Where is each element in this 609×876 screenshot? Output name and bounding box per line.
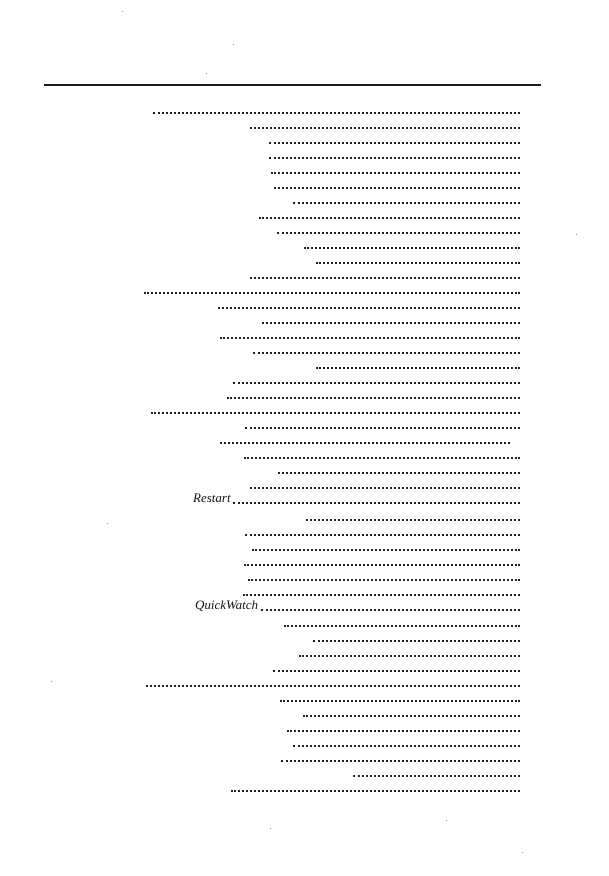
scan-speck: [576, 234, 577, 235]
toc-entry: [0, 163, 609, 177]
toc-entry: [0, 253, 609, 267]
toc-entry: [0, 510, 609, 524]
dot-leader: [280, 700, 520, 702]
dot-leader: [299, 655, 520, 657]
dot-leader: [293, 745, 520, 747]
toc-entry-label: Restart: [193, 490, 231, 505]
toc-entry: [0, 388, 609, 402]
toc-entry: [0, 133, 609, 147]
dot-leader: [220, 442, 510, 444]
toc-entry: [0, 313, 609, 327]
toc-entry: [0, 343, 609, 357]
toc-entry: [0, 178, 609, 192]
dot-leader: [243, 594, 520, 596]
toc-entry: [0, 555, 609, 569]
dot-leader: [244, 457, 520, 459]
toc-entry: [0, 298, 609, 312]
dot-leader: [261, 609, 520, 611]
toc-entry: [0, 268, 609, 282]
dot-leader: [284, 625, 520, 627]
dot-leader: [245, 534, 520, 536]
toc-entry: [0, 358, 609, 372]
dot-leader: [253, 352, 520, 354]
dot-leader: [313, 640, 520, 642]
toc-entry: [0, 616, 609, 630]
dot-leader: [281, 760, 520, 762]
dot-leader: [269, 142, 520, 144]
toc-entry: [0, 118, 609, 132]
toc-entry: [0, 766, 609, 780]
dot-leader: [316, 367, 520, 369]
toc-entry: [0, 570, 609, 584]
dot-leader: [262, 322, 520, 324]
toc-entry: [0, 585, 609, 599]
dot-leader: [306, 519, 520, 521]
toc-entry: [0, 208, 609, 222]
toc-entry: [0, 433, 609, 447]
toc-entry: [0, 597, 609, 614]
dot-leader: [316, 262, 520, 264]
toc-entry: [0, 490, 609, 507]
dot-leader: [220, 337, 520, 339]
dot-leader: [273, 670, 520, 672]
dot-leader: [250, 127, 520, 129]
scan-speck: [522, 852, 523, 853]
toc-entry: [0, 103, 609, 117]
toc-entry: [0, 238, 609, 252]
dot-leader: [353, 775, 520, 777]
scan-speck: [122, 11, 123, 12]
scan-speck: [107, 523, 108, 524]
toc-entry: [0, 525, 609, 539]
toc-entry-label: QuickWatch: [195, 597, 259, 612]
dot-leader: [304, 247, 520, 249]
toc-entry: [0, 540, 609, 554]
toc-entry: [0, 373, 609, 387]
dot-leader: [227, 397, 520, 399]
toc-entry: [0, 646, 609, 660]
dot-leader: [146, 685, 520, 687]
dot-leader: [218, 307, 520, 309]
dot-leader: [252, 549, 520, 551]
toc-entry: [0, 148, 609, 162]
toc-entry: [0, 736, 609, 750]
toc-entry: [0, 403, 609, 417]
scan-speck: [51, 681, 52, 682]
scan-speck: [270, 828, 271, 829]
toc-entry: [0, 223, 609, 237]
dot-leader: [277, 232, 520, 234]
dot-leader: [269, 157, 520, 159]
dot-leader: [250, 487, 520, 489]
dot-leader: [271, 172, 520, 174]
toc-entry: [0, 676, 609, 690]
dot-leader: [233, 502, 520, 504]
toc-entry: [0, 661, 609, 675]
toc-entry: [0, 463, 609, 477]
dot-leader: [293, 202, 520, 204]
dot-leader: [231, 790, 520, 792]
scan-speck: [206, 73, 207, 74]
toc-entry: [0, 781, 609, 795]
toc-entry: [0, 691, 609, 705]
toc-entry: [0, 418, 609, 432]
dot-leader: [245, 427, 520, 429]
scan-speck: [446, 820, 447, 821]
dot-leader: [259, 217, 520, 219]
toc-entry: [0, 721, 609, 735]
dot-leader: [151, 412, 520, 414]
toc-entry: [0, 751, 609, 765]
dot-leader: [248, 579, 520, 581]
dot-leader: [274, 187, 520, 189]
toc-entry: [0, 283, 609, 297]
dot-leader: [244, 564, 520, 566]
dot-leader: [144, 292, 520, 294]
toc-entry: [0, 448, 609, 462]
dot-leader: [250, 277, 520, 279]
toc-entry: [0, 631, 609, 645]
toc-entry: [0, 478, 609, 492]
toc-entry: [0, 193, 609, 207]
dot-leader: [278, 472, 520, 474]
dot-leader: [153, 112, 520, 114]
toc-entry: [0, 328, 609, 342]
dot-leader: [287, 730, 520, 732]
dot-leader: [303, 715, 520, 717]
toc-entry: [0, 706, 609, 720]
dot-leader: [233, 382, 520, 384]
scan-speck: [233, 44, 234, 45]
